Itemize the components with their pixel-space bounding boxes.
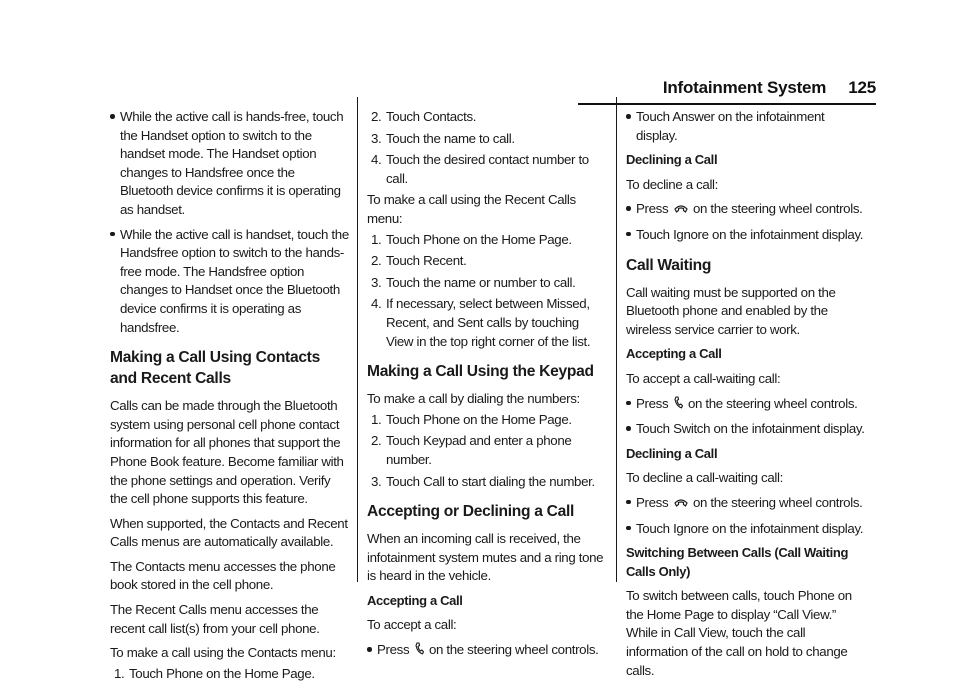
paragraph: Call waiting must be supported on the Bluetooth phone and enabled by the wireless service carrier to work.	[626, 284, 836, 337]
header-rule	[578, 103, 876, 105]
subheading: Accepting a Call	[367, 592, 463, 608]
press-label: Press	[636, 395, 669, 411]
step-number: 2.	[371, 253, 382, 269]
column-divider	[616, 97, 617, 582]
subheading: Declining a Call	[626, 152, 718, 168]
numbered-step	[367, 432, 607, 469]
paragraph: To make a call by dialing the numbers:	[367, 391, 580, 407]
column-1	[110, 108, 350, 686]
paragraph: To make a call using the Contacts menu:	[110, 645, 336, 661]
phone-hangup-icon	[674, 201, 688, 220]
numbered-step	[367, 252, 607, 271]
step-text: Touch the name to call.	[386, 130, 515, 146]
section-title: Infotainment System	[662, 78, 827, 97]
bullet-item	[626, 395, 866, 415]
step-number: 4.	[371, 296, 382, 312]
step-number: 2.	[371, 433, 382, 449]
column-divider	[357, 97, 358, 582]
bullet-item: While the active call is hands-free, touch the Handset option to switch to the handset mode. The Handset option changes to Handsfree once the Bluetooth device confirms it is operating as handset.	[110, 108, 350, 220]
paragraph: To switch between calls, touch Phone on the Home Page to display “Call View.” While in Call View, touch the call information of the call on hold to change calls.	[626, 588, 852, 678]
paragraph: The Contacts menu accesses the phone book stored in the cell phone.	[110, 558, 336, 593]
numbered-step	[367, 295, 607, 351]
phone-answer-icon	[415, 642, 424, 661]
column-3	[626, 108, 866, 686]
paragraph: The Recent Calls menu accesses the recent call list(s) from your cell phone.	[110, 602, 320, 636]
step-number: 1.	[371, 411, 382, 427]
bullet-text: on the steering wheel controls.	[687, 395, 858, 411]
phone-hangup-icon	[674, 495, 688, 514]
subheading: Accepting a Call	[626, 346, 722, 362]
numbered-step	[367, 151, 607, 188]
press-label: Press	[636, 201, 669, 217]
numbered-step	[367, 130, 607, 149]
bullet-item: Touch Ignore on the infotainment display.	[626, 226, 866, 245]
paragraph: When an incoming call is received, the infotainment system mutes and a ring tone is heard in the vehicle.	[367, 531, 604, 584]
press-label: Press	[377, 642, 410, 658]
step-text: Touch Phone on the Home Page.	[386, 231, 572, 247]
section-heading: Making a Call Using the Keypad	[367, 363, 594, 381]
section-heading: Accepting or Declining a Call	[367, 503, 575, 521]
bullet-item: Touch Answer on the infotainment display.	[626, 108, 866, 145]
numbered-step	[110, 665, 350, 684]
bullet-text: on the steering wheel controls.	[692, 201, 863, 217]
paragraph: When supported, the Contacts and Recent Calls menus are automatically available.	[110, 515, 348, 550]
paragraph: To accept a call-waiting call:	[626, 370, 781, 386]
step-number: 2.	[371, 109, 382, 124]
step-text: Touch Call to start dialing the number.	[386, 473, 595, 489]
subheading: Declining a Call	[626, 445, 718, 461]
column-2	[367, 108, 607, 667]
bullet-item	[367, 641, 607, 661]
numbered-step	[367, 231, 607, 250]
section-heading: Call Waiting	[626, 256, 712, 274]
page-number: 125	[848, 78, 876, 97]
step-text: Touch Contacts.	[386, 109, 477, 124]
step-number: 3.	[371, 473, 382, 489]
paragraph: To decline a call:	[626, 176, 719, 192]
section-heading: Making a Call Using Contacts and Recent Calls	[110, 349, 320, 388]
bullet-item	[626, 494, 866, 514]
step-number: 3.	[371, 130, 382, 146]
bullet-item: Touch Ignore on the infotainment display.	[626, 520, 866, 539]
paragraph: To make a call using the Recent Calls menu:	[367, 192, 576, 226]
bullet-text: on the steering wheel controls.	[692, 494, 863, 510]
step-text: Touch Phone on the Home Page.	[386, 411, 572, 427]
step-text: Touch the desired contact number to call.	[386, 152, 589, 186]
step-text: Touch Phone on the Home Page.	[129, 665, 315, 681]
step-number: 3.	[371, 274, 382, 290]
step-number: 1.	[114, 665, 125, 681]
paragraph: Calls can be made through the Bluetooth system using personal cell phone contact information for all phones that support the Phone Book feature. Become familiar with the phone settings and operation. Verify the cell phone supports this feature.	[110, 398, 344, 507]
numbered-step	[367, 473, 607, 492]
bullet-item: Touch Switch on the infotainment display.	[626, 420, 866, 439]
bullet-text: on the steering wheel controls.	[428, 642, 599, 658]
press-label: Press	[636, 494, 669, 510]
paragraph: To accept a call:	[367, 617, 457, 633]
page-header	[560, 78, 876, 98]
phone-answer-icon	[674, 396, 683, 415]
numbered-step	[367, 274, 607, 293]
step-number: 1.	[371, 231, 382, 247]
numbered-step	[367, 411, 607, 430]
step-text: Touch Keypad and enter a phone number.	[386, 433, 572, 467]
bullet-item: While the active call is handset, touch the Handsfree option to switch to the hands-free mode. The Handsfree option changes to Handset once the Bluetooth device confirms it is operating as handsfree.	[110, 226, 350, 338]
bullet-item	[626, 200, 866, 220]
step-text: Touch the name or number to call.	[386, 274, 576, 290]
step-text: If necessary, select between Missed, Recent, and Sent calls by touching View in the top right corner of the list.	[386, 296, 591, 349]
step-text: Touch Recent.	[386, 253, 467, 269]
step-number: 4.	[371, 152, 382, 168]
paragraph: To decline a call-waiting call:	[626, 470, 783, 486]
numbered-step	[367, 108, 607, 127]
subheading: Switching Between Calls (Call Waiting Calls Only)	[626, 545, 849, 579]
